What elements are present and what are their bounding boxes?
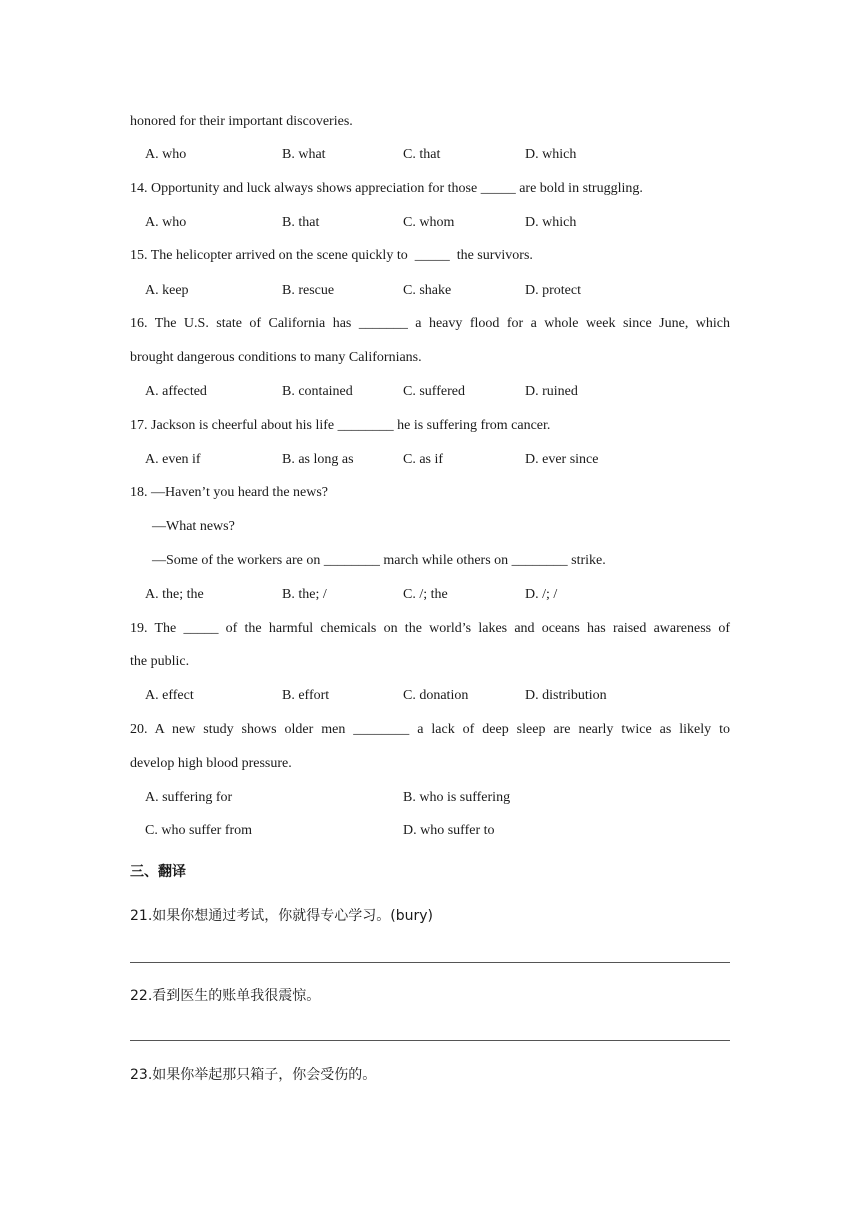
- q19-option-d: D. distribution: [525, 688, 607, 703]
- q14-option-d: D. which: [525, 215, 577, 230]
- q13-option-c: C. that: [403, 147, 441, 162]
- q15-stem: 15. The helicopter arrived on the scene quickly to _____ the survivors.: [130, 248, 533, 263]
- q13-option-b: B. what: [282, 147, 326, 162]
- q22-prompt: 22.看到医生的账单我很震惊。: [130, 988, 321, 1004]
- q20-stem-line2: develop high blood pressure.: [130, 756, 292, 771]
- q21-prompt: 21.如果你想通过考试，你就得专心学习。(bury): [130, 908, 433, 924]
- q16-option-b: B. contained: [282, 384, 353, 399]
- q18-dialogue-3: —Some of the workers are on ________ march while others on ________ strike.: [152, 553, 606, 568]
- q17-option-b: B. as long as: [282, 452, 354, 467]
- q19-stem-line1: 19. The _____ of the harmful chemicals on the world’s lakes and oceans has raised awareness of: [130, 621, 730, 636]
- q18-option-c: C. /; the: [403, 587, 448, 602]
- q17-stem: 17. Jackson is cheerful about his life ________ he is suffering from cancer.: [130, 418, 551, 433]
- q20-option-c: C. who suffer from: [145, 823, 253, 838]
- q19-option-b: B. effort: [282, 688, 330, 703]
- q19-option-c: C. donation: [403, 688, 469, 703]
- q16-option-a: A. affected: [145, 384, 207, 399]
- q15-option-c: C. shake: [403, 283, 452, 298]
- q20-option-d: D. who suffer to: [403, 823, 495, 838]
- q19-option-a: A. effect: [145, 688, 194, 703]
- q20-option-b: B. who is suffering: [403, 790, 511, 805]
- q18-option-d: D. /; /: [525, 587, 558, 602]
- q17-option-a: A. even if: [145, 452, 201, 467]
- q16-option-d: D. ruined: [525, 384, 578, 399]
- q20-option-a: A. suffering for: [145, 790, 233, 805]
- q18-option-b: B. the; /: [282, 587, 327, 602]
- q14-option-a: A. who: [145, 215, 187, 230]
- q15-option-a: A. keep: [145, 283, 189, 298]
- q22-answer-line: [130, 1040, 730, 1041]
- q21-answer-line: [130, 962, 730, 963]
- q18-dialogue-2: —What news?: [152, 519, 235, 534]
- q13-option-d: D. which: [525, 147, 577, 162]
- q16-stem-line2: brought dangerous conditions to many Californians.: [130, 350, 422, 365]
- q16-stem-line1: 16. The U.S. state of California has _______ a heavy flood for a whole week since June, which: [130, 316, 730, 331]
- q13-stem: honored for their important discoveries.: [130, 114, 353, 129]
- q14-option-c: C. whom: [403, 215, 455, 230]
- q13-option-a: A. who: [145, 147, 187, 162]
- q14-option-b: B. that: [282, 215, 320, 230]
- section-heading-translation: 三、翻译: [130, 864, 186, 880]
- q19-stem-line2: the public.: [130, 654, 190, 669]
- q18-stem: 18. —Haven’t you heard the news?: [130, 485, 329, 500]
- q23-prompt: 23.如果你举起那只箱子，你会受伤的。: [130, 1067, 377, 1083]
- q17-option-c: C. as if: [403, 452, 444, 467]
- q20-stem-line1: 20. A new study shows older men ________ a lack of deep sleep are nearly twice as likely to: [130, 722, 730, 737]
- q15-option-d: D. protect: [525, 283, 581, 298]
- q14-stem: 14. Opportunity and luck always shows appreciation for those _____ are bold in struggling.: [130, 181, 643, 196]
- q17-option-d: D. ever since: [525, 452, 599, 467]
- q16-option-c: C. suffered: [403, 384, 465, 399]
- q15-option-b: B. rescue: [282, 283, 335, 298]
- q18-option-a: A. the; the: [145, 587, 204, 602]
